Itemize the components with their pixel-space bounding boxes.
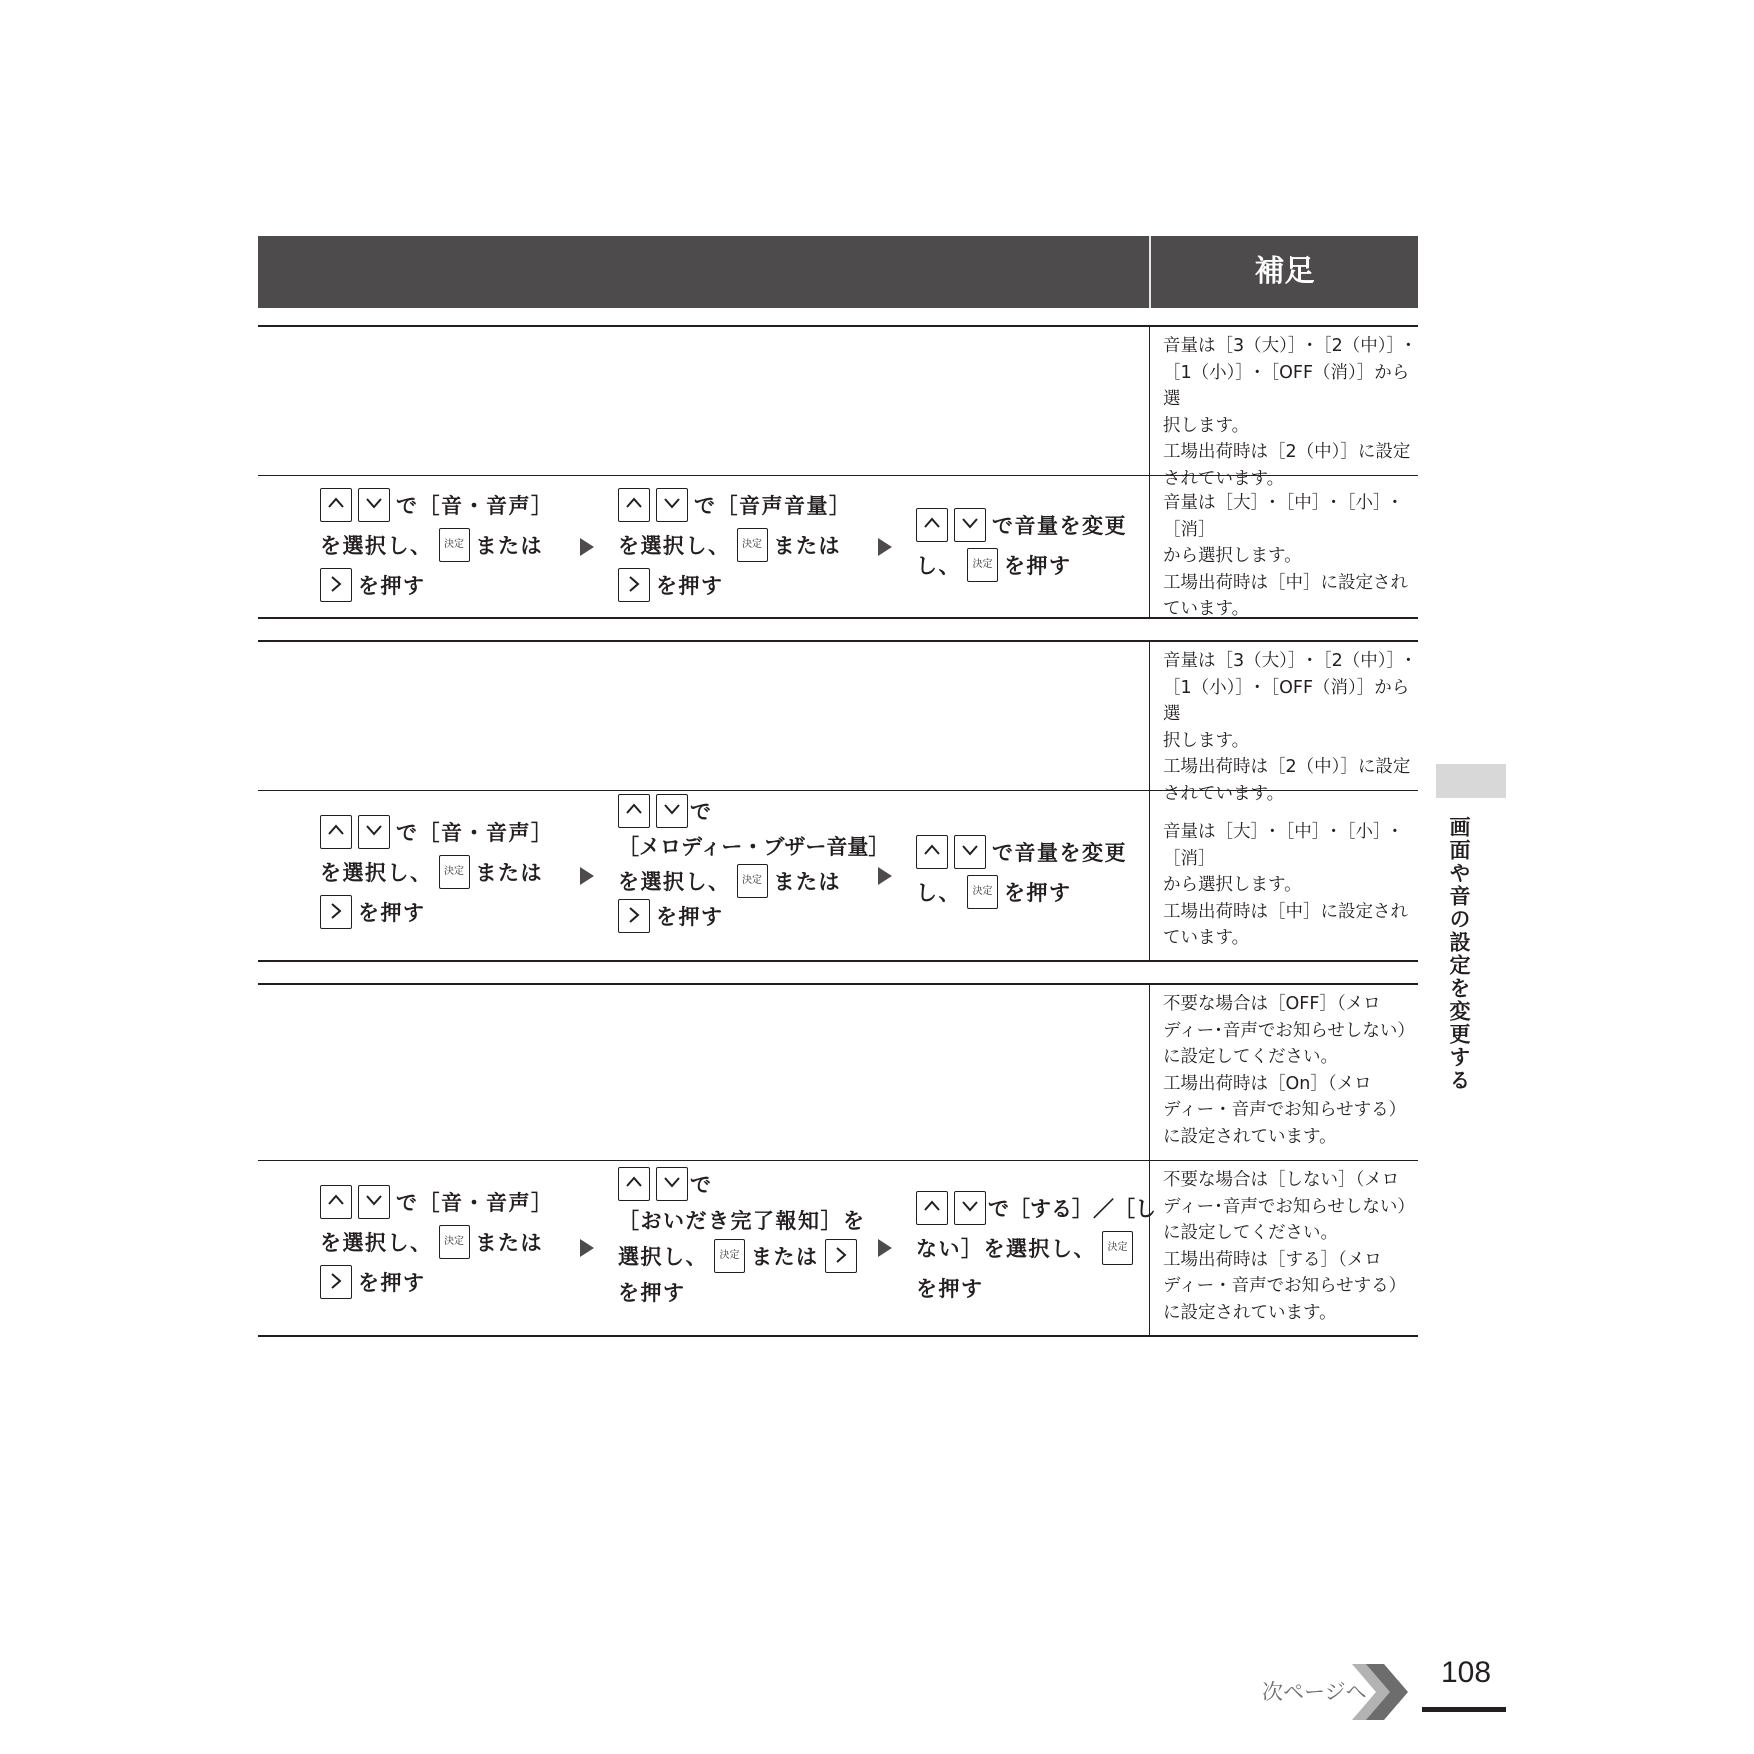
- note-line: に設定されています。: [1163, 1126, 1337, 1147]
- step-text: を選択し、: [320, 861, 433, 885]
- up-key-icon: [320, 1185, 352, 1219]
- note-line: 工場出荷時は［2（中）］に設定: [1163, 757, 1411, 777]
- step-3: [916, 1189, 1156, 1309]
- down-key-icon: [656, 488, 688, 522]
- note-line: に設定してください。: [1163, 1047, 1338, 1067]
- note-line: 工場出荷時は［2（中）］に設定: [1163, 442, 1411, 462]
- step-arrow-icon: [580, 1239, 594, 1257]
- section-steps-row: [258, 790, 1418, 960]
- step-3: [916, 506, 1127, 586]
- down-key-icon: [358, 815, 390, 849]
- step-text: で［音・音声］: [396, 1191, 554, 1215]
- step-text: ［メロディー・ブザー音量］: [618, 835, 890, 859]
- table-header: [258, 236, 1418, 308]
- column-divider: [1149, 476, 1150, 617]
- step-text: を選択し、: [320, 1231, 433, 1255]
- step-text: または: [773, 870, 841, 894]
- step-text: を押す: [358, 1271, 426, 1295]
- ok-key-icon: 決定: [967, 548, 998, 582]
- step-1: [320, 486, 554, 606]
- step-text: を押す: [618, 1281, 686, 1305]
- up-key-icon: [916, 835, 948, 869]
- step-text: で: [690, 800, 713, 824]
- down-key-icon: [954, 508, 986, 542]
- step-text: を押す: [1004, 554, 1072, 578]
- right-key-icon: [825, 1239, 857, 1273]
- step-text: を押す: [656, 905, 724, 929]
- note-line: 音量は［大］･［中］･［小］･［消］: [1163, 493, 1400, 540]
- ok-key-icon: 決定: [1102, 1231, 1133, 1265]
- down-key-icon: [358, 1185, 390, 1219]
- section-top-row: [258, 985, 1418, 1160]
- right-key-icon: [320, 895, 352, 929]
- down-key-icon: [656, 1167, 688, 1201]
- step-text: を選択し、: [618, 534, 731, 558]
- step-text: または: [751, 1245, 819, 1269]
- step-text: で［音声音量］: [694, 494, 852, 518]
- note-line: 音量は［3（大）］･［2（中）］･: [1163, 651, 1413, 671]
- down-key-icon: [656, 794, 688, 828]
- note-line: 音量は［3（大）］･［2（中）］･: [1163, 336, 1413, 356]
- note-line: ディー･音声でお知らせしない）: [1163, 1196, 1415, 1217]
- note-line: ています。: [1163, 599, 1250, 619]
- section-steps-row: [258, 475, 1418, 617]
- step-text: を押す: [916, 1277, 984, 1301]
- step-text: し、: [916, 554, 961, 578]
- section-top-row: [258, 642, 1418, 804]
- step-text: で［する］／［し: [988, 1197, 1156, 1221]
- note-line: ［1（小）］･［OFF（消）］から選: [1163, 677, 1410, 724]
- step-2: [618, 1167, 866, 1311]
- side-tab-chapter-title: 画面や音の設定を変更する: [1447, 816, 1471, 1092]
- step-text: または: [475, 534, 543, 558]
- step-text: を押す: [1004, 881, 1072, 905]
- step-text: を選択し、: [618, 870, 731, 894]
- note-line: 工場出荷時は［中］に設定され: [1163, 572, 1408, 593]
- down-key-icon: [954, 1191, 986, 1225]
- up-key-icon: [618, 488, 650, 522]
- up-key-icon: [320, 815, 352, 849]
- page-number: 108: [1440, 1656, 1492, 1689]
- column-divider: [1149, 327, 1150, 475]
- step-text: を選択し、: [320, 534, 433, 558]
- step-2: [618, 486, 852, 606]
- note-line: から選択します。: [1163, 875, 1302, 895]
- note-line: 不要な場合は［しない］（メロ: [1163, 1170, 1400, 1190]
- note-line: されています。: [1163, 468, 1285, 489]
- right-key-icon: [320, 568, 352, 602]
- section-melody-buzzer-volume: [258, 640, 1418, 962]
- right-key-icon: [618, 899, 650, 933]
- step-text: で音量を変更: [992, 841, 1127, 865]
- page-number-underline: [1422, 1707, 1506, 1712]
- note-line: ディー・音声でお知らせする）: [1163, 1100, 1407, 1120]
- note-line: ［1（小）］･［OFF（消）］から選: [1163, 362, 1410, 409]
- up-key-icon: [320, 488, 352, 522]
- ok-key-icon: 決定: [737, 864, 768, 898]
- ok-key-icon: 決定: [439, 1225, 470, 1259]
- step-2: [618, 795, 889, 935]
- step-text: で: [690, 1173, 713, 1197]
- note-line: ディー･音声でお知らせしない）: [1163, 1020, 1415, 1041]
- step-3: [916, 833, 1127, 913]
- column-divider: [1149, 642, 1150, 790]
- step-text: ［おいだき完了報知］を: [618, 1209, 866, 1233]
- step-text: し、: [916, 881, 961, 905]
- step-text: ない］を選択し、: [916, 1237, 1096, 1261]
- right-key-icon: [618, 568, 650, 602]
- step-arrow-icon: [878, 1239, 892, 1257]
- note-line: 択します。: [1163, 415, 1250, 436]
- note-line: ディー・音声でお知らせする）: [1163, 1276, 1407, 1296]
- note-line: に設定してください。: [1163, 1223, 1338, 1243]
- step-text: で［音・音声］: [396, 494, 554, 518]
- supplement-note: [1163, 648, 1413, 807]
- side-tab-marker: [1436, 764, 1506, 798]
- step-1: [320, 813, 554, 933]
- supplement-note: [1163, 1167, 1413, 1326]
- next-page-arrow-icon: [1352, 1664, 1412, 1724]
- step-text: で音量を変更: [992, 514, 1127, 538]
- step-arrow-icon: [580, 538, 594, 556]
- step-1: [320, 1183, 554, 1303]
- up-key-icon: [916, 1191, 948, 1225]
- supplement-note: [1163, 991, 1413, 1150]
- note-line: に設定されています。: [1163, 1302, 1337, 1323]
- section-voice-volume: [258, 325, 1418, 619]
- column-divider: [1149, 791, 1150, 960]
- supplement-note: [1163, 819, 1413, 952]
- step-arrow-icon: [878, 538, 892, 556]
- note-line: 工場出荷時は［中］に設定され: [1163, 901, 1408, 922]
- next-page-label: 次ページへ: [1262, 1680, 1367, 1704]
- ok-key-icon: 決定: [714, 1239, 745, 1273]
- note-line: 工場出荷時は［する］（メロ: [1163, 1249, 1382, 1270]
- note-line: 工場出荷時は［On］（メロ: [1163, 1073, 1372, 1094]
- note-line: 不要な場合は［OFF］（メロ: [1163, 994, 1381, 1014]
- step-text: または: [475, 1231, 543, 1255]
- up-key-icon: [916, 508, 948, 542]
- note-line: 択します。: [1163, 730, 1250, 751]
- ok-key-icon: 決定: [439, 528, 470, 562]
- supplement-note: [1163, 333, 1413, 492]
- step-arrow-icon: [878, 867, 892, 885]
- up-key-icon: [618, 794, 650, 828]
- step-text: を押す: [358, 574, 426, 598]
- section-reheat-complete-notice: [258, 983, 1418, 1337]
- step-text: で［音・音声］: [396, 821, 554, 845]
- column-divider: [1149, 985, 1150, 1160]
- note-line: ています。: [1163, 928, 1250, 948]
- step-text: または: [475, 861, 543, 885]
- ok-key-icon: 決定: [737, 528, 768, 562]
- note-line: 音量は［大］･［中］･［小］･［消］: [1163, 822, 1400, 869]
- down-key-icon: [358, 488, 390, 522]
- right-key-icon: [320, 1265, 352, 1299]
- up-key-icon: [618, 1167, 650, 1201]
- section-steps-row: [258, 1160, 1418, 1335]
- ok-key-icon: 決定: [967, 875, 998, 909]
- note-line: から選択します。: [1163, 546, 1302, 566]
- supplement-header: 補足: [1254, 254, 1315, 289]
- step-text: を押す: [656, 574, 724, 598]
- note-line: されています。: [1163, 783, 1285, 804]
- ok-key-icon: 決定: [439, 855, 470, 889]
- step-text: または: [773, 534, 841, 558]
- down-key-icon: [954, 835, 986, 869]
- section-top-row: [258, 327, 1418, 489]
- step-arrow-icon: [580, 867, 594, 885]
- step-text: 選択し、: [618, 1245, 708, 1269]
- step-text: を押す: [358, 901, 426, 925]
- supplement-note: [1163, 490, 1413, 623]
